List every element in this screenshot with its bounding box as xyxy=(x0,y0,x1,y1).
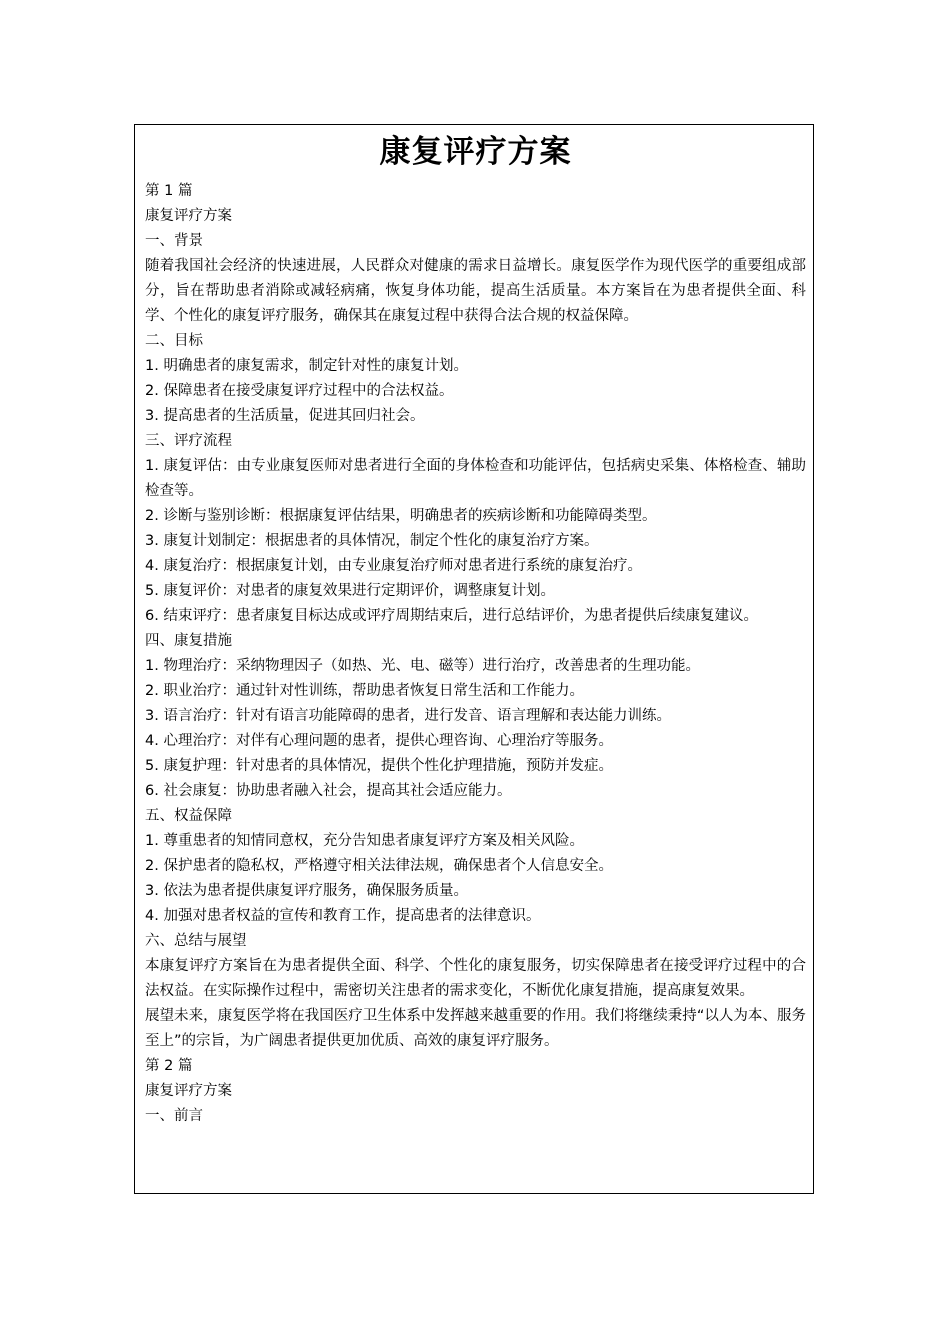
list-item: 2. 保障患者在接受康复评疗过程中的合法权益。 xyxy=(145,383,454,399)
section-heading: 三、评疗流程 xyxy=(145,433,232,449)
part-title: 康复评疗方案 xyxy=(145,208,232,224)
list-item: 2. 保护患者的隐私权，严格遵守相关法律法规，确保患者个人信息安全。 xyxy=(145,858,613,874)
list-item: 4. 康复治疗：根据康复计划，由专业康复治疗师对患者进行系统的康复治疗。 xyxy=(145,558,642,574)
list-item: 1. 尊重患者的知情同意权，充分告知患者康复评疗方案及相关风险。 xyxy=(145,833,584,849)
section-heading: 一、背景 xyxy=(145,233,203,249)
section-heading: 四、康复措施 xyxy=(145,633,232,649)
document-title: 康复评疗方案 xyxy=(379,134,572,170)
part-title: 康复评疗方案 xyxy=(145,1083,232,1099)
part-heading: 第 2 篇 xyxy=(145,1058,193,1074)
list-item: 3. 语言治疗：针对有语言功能障碍的患者，进行发音、语言理解和表达能力训练。 xyxy=(145,708,671,724)
list-item: 5. 康复护理：针对患者的具体情况，提供个性化护理措施，预防并发症。 xyxy=(145,758,613,774)
paragraph: 随着我国社会经济的快速进展，人民群众对健康的需求日益增长。康复医学作为现代医学的重要组成部分，旨在帮助患者消除或减轻病痛，恢复身体功能，提高生活质量。本方案旨在为患者提供全面、科学、个性化的康复评疗服务，确保其在康复过程中获得合法合规的权益保障。 xyxy=(145,258,806,324)
part-heading: 第 1 篇 xyxy=(145,183,193,199)
list-item: 1. 明确患者的康复需求，制定针对性的康复计划。 xyxy=(145,358,468,374)
list-item: 6. 社会康复：协助患者融入社会，提高其社会适应能力。 xyxy=(145,783,512,799)
list-item: 1. 康复评估：由专业康复医师对患者进行全面的身体检查和功能评估，包括病史采集、体格检查、辅助检查等。 xyxy=(145,458,806,499)
section-heading: 五、权益保障 xyxy=(145,808,232,824)
section-heading: 二、目标 xyxy=(145,333,203,349)
section-heading: 六、总结与展望 xyxy=(145,933,247,949)
list-item: 4. 加强对患者权益的宣传和教育工作，提高患者的法律意识。 xyxy=(145,908,541,924)
list-item: 6. 结束评疗：患者康复目标达成或评疗周期结束后，进行总结评价，为患者提供后续康复建议。 xyxy=(145,608,758,624)
document-frame xyxy=(134,124,814,1194)
list-item: 4. 心理治疗：对伴有心理问题的患者，提供心理咨询、心理治疗等服务。 xyxy=(145,733,613,749)
list-item: 1. 物理治疗：采纳物理因子（如热、光、电、磁等）进行治疗，改善患者的生理功能。 xyxy=(145,658,700,674)
list-item: 2. 职业治疗：通过针对性训练，帮助患者恢复日常生活和工作能力。 xyxy=(145,683,584,699)
section-heading: 一、前言 xyxy=(145,1108,203,1124)
list-item: 3. 康复计划制定：根据患者的具体情况，制定个性化的康复治疗方案。 xyxy=(145,533,599,549)
paragraph: 本康复评疗方案旨在为患者提供全面、科学、个性化的康复服务，切实保障患者在接受评疗过程中的合法权益。在实际操作过程中，需密切关注患者的需求变化，不断优化康复措施，提高康复效果。 xyxy=(145,958,806,999)
list-item: 5. 康复评价：对患者的康复效果进行定期评价，调整康复计划。 xyxy=(145,583,555,599)
list-item: 3. 依法为患者提供康复评疗服务，确保服务质量。 xyxy=(145,883,468,899)
paragraph: 展望未来，康复医学将在我国医疗卫生体系中发挥越来越重要的作用。我们将继续秉持“以人为本、服务至上”的宗旨，为广阔患者提供更加优质、高效的康复评疗服务。 xyxy=(145,1008,806,1049)
list-item: 3. 提高患者的生活质量，促进其回归社会。 xyxy=(145,408,425,424)
list-item: 2. 诊断与鉴别诊断：根据康复评估结果，明确患者的疾病诊断和功能障碍类型。 xyxy=(145,508,657,524)
